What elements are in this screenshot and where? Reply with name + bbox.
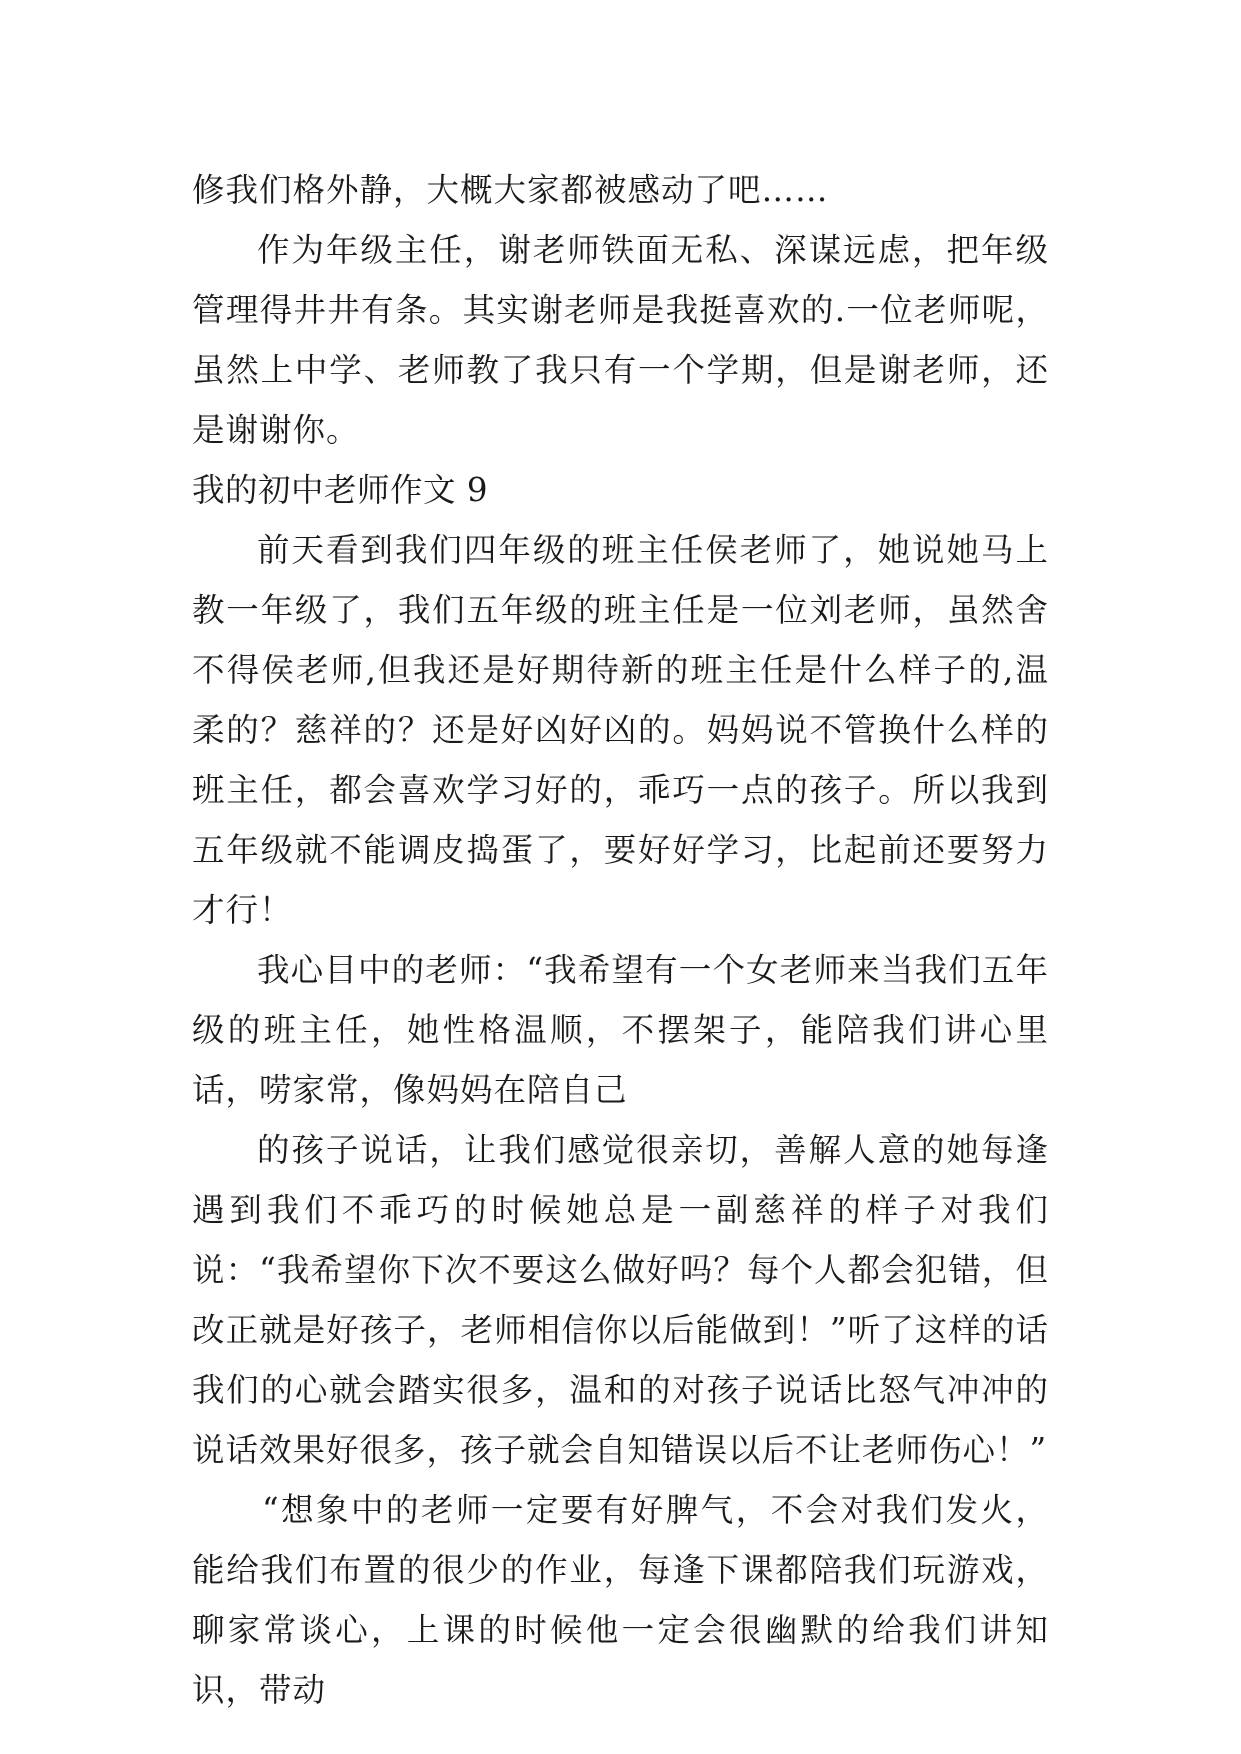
document-body xyxy=(192,160,1049,1720)
section-heading: 我的初中老师作文 9 xyxy=(192,471,489,509)
paragraph-teacher-hou: 前天看到我们四年级的班主任侯老师了，她说她马上教一年级了，我们五年级的班主任是一位刘老师，虽然舍不得侯老师,但我还是好期待新的班主任是什么样子的,温柔的？慈祥的？还是好凶好凶的。妈妈说不管换什么样的班主任，都会喜欢学习好的，乖巧一点的孩子。所以我到五年级就不能调皮捣蛋了，要好好学习，比起前还要努力才行！ xyxy=(192,531,1049,929)
paragraph-imagined-teacher: “想象中的老师一定要有好脾气，不会对我们发火，能给我们布置的很少的作业，每逢下课都陪我们玩游戏，聊家常谈心，上课的时候他一定会很幽默的给我们讲知识，带动 xyxy=(192,1491,1049,1709)
paragraph-teacher-xie: 作为年级主任，谢老师铁面无私、深谋远虑，把年级管理得井井有条。其实谢老师是我挺喜欢的.一位老师呢，虽然上中学、老师教了我只有一个学期，但是谢老师，还是谢谢你。 xyxy=(192,231,1049,449)
paragraph-kind-words: 的孩子说话，让我们感觉很亲切，善解人意的她每逢遇到我们不乖巧的时候她总是一副慈祥的样子对我们说：“我希望你下次不要这么做好吗？每个人都会犯错，但改正就是好孩子，老师相信你以后能做到！”听了这样的话我们的心就会踏实很多，温和的对孩子说话比怒气冲冲的说话效果好很多，孩子就会自知错误以后不让老师伤心！” xyxy=(192,1131,1049,1469)
paragraph-continuation: 修我们格外静，大概大家都被感动了吧…… xyxy=(192,171,829,209)
paragraph-ideal-teacher: 我心目中的老师：“我希望有一个女老师来当我们五年级的班主任，她性格温顺，不摆架子，能陪我们讲心里话，唠家常，像妈妈在陪自己 xyxy=(192,951,1049,1109)
